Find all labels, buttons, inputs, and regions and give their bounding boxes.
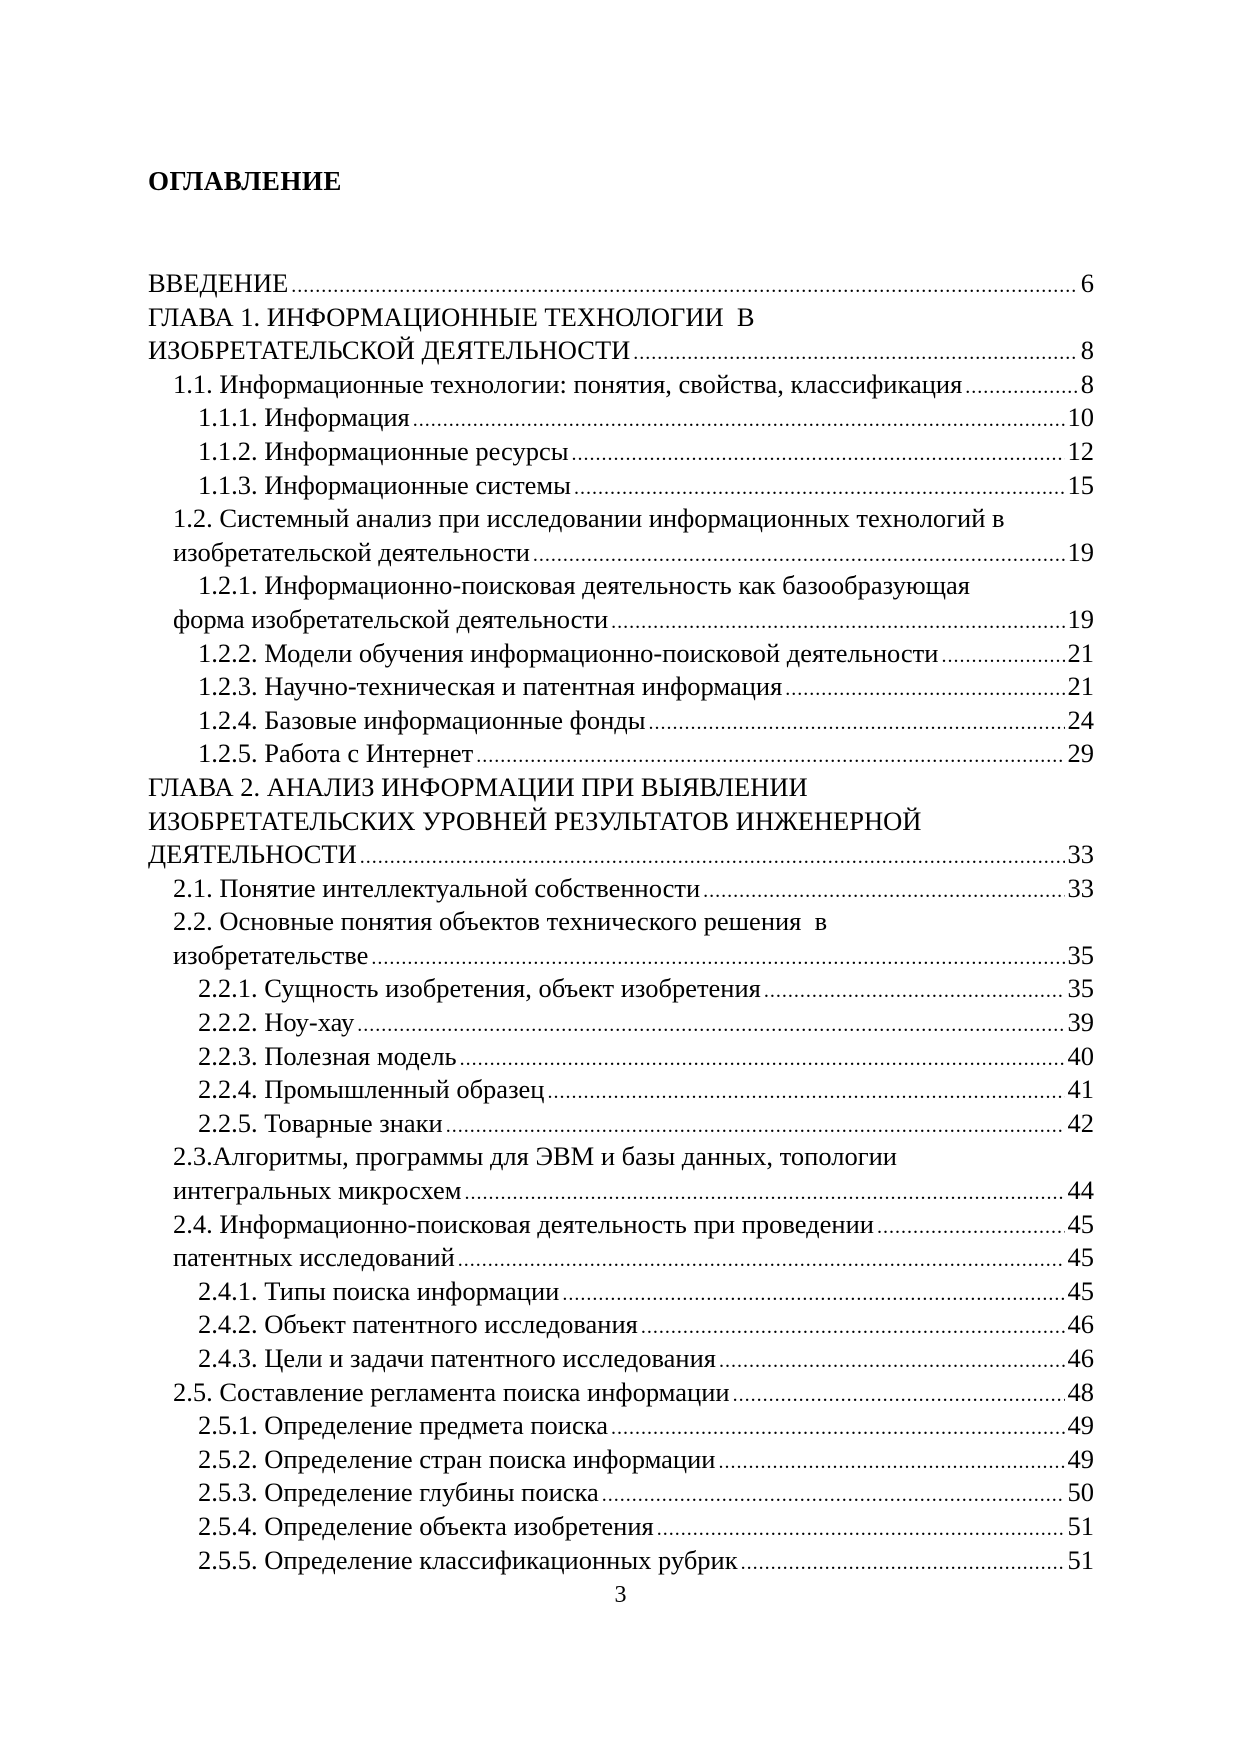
dot-leader [649,707,1065,741]
table-of-contents [148,267,1094,1577]
toc-entry-page: 45 [1067,1208,1094,1239]
toc-entry-title: 2.2.3. Полезная модель [198,1040,457,1071]
toc-entry[interactable] [148,1443,1094,1477]
toc-entry-page: 40 [1067,1040,1094,1071]
toc-entry-title: 2.5.5. Определение классификационных рубрик [198,1544,738,1575]
dot-leader [764,975,1065,1009]
dot-leader [574,472,1065,506]
page-number: 3 [614,1582,627,1608]
dot-leader [703,875,1064,909]
toc-entry[interactable] [148,1006,1094,1040]
toc-entry-title: 1.1.3. Информационные системы [198,469,571,500]
toc-entry-title: 1.2.1. Информационно-поисковая деятельность как базообразующая [198,570,970,601]
toc-entry[interactable] [148,771,1094,805]
toc-entry-page: 21 [1067,671,1094,702]
dot-leader [562,1278,1064,1312]
toc-entry[interactable] [148,603,1094,637]
toc-entry-title: 1.1. Информационные технологии: понятия, свойства, классификация [173,368,963,399]
dot-leader [877,1211,1065,1245]
toc-entry-title: патентных исследований [173,1242,455,1273]
toc-entry-title: ГЛАВА 1. ИНФОРМАЦИОННЫЕ ТЕХНОЛОГИИ В [148,301,755,332]
toc-entry-page: 10 [1067,402,1094,433]
toc-entry-title: изобретательской деятельности [173,536,530,567]
dot-leader [657,1513,1065,1547]
toc-entry-title: 2.2.5. Товарные знаки [198,1107,443,1138]
toc-entry[interactable] [148,1174,1094,1208]
toc-entry-title: форма изобретательской деятельности [173,603,609,634]
dot-leader [291,270,1077,304]
toc-entry[interactable] [148,1040,1094,1074]
dot-leader [476,740,1064,774]
toc-entry[interactable] [148,805,1094,839]
toc-entry[interactable] [148,368,1094,402]
toc-entry-title: ГЛАВА 2. АНАЛИЗ ИНФОРМАЦИИ ПРИ ВЫЯВЛЕНИИ [148,771,808,802]
dot-leader [733,1379,1065,1413]
toc-entry-page: 46 [1067,1309,1094,1340]
toc-entry-page: 19 [1067,536,1094,567]
dot-leader [602,1479,1065,1513]
toc-entry-title: ИЗОБРЕТАТЕЛЬСКОЙ ДЕЯТЕЛЬНОСТИ [148,335,631,366]
dot-leader [785,673,1064,707]
toc-entry-page: 35 [1067,973,1094,1004]
toc-entry[interactable] [148,1409,1094,1443]
dot-leader [965,371,1077,405]
toc-entry[interactable] [148,1208,1094,1242]
toc-entry-title: 1.2.3. Научно-техническая и патентная информация [198,671,783,702]
toc-entry-page: 51 [1067,1544,1094,1575]
dot-leader [533,539,1065,573]
dot-leader [741,1547,1065,1581]
toc-entry[interactable] [148,905,1094,939]
toc-entry-title: 1.2.4. Базовые информационные фонды [198,704,646,735]
toc-entry-page: 29 [1067,738,1094,769]
toc-entry[interactable] [148,670,1094,704]
toc-entry-page: 50 [1067,1477,1094,1508]
toc-entry[interactable] [148,838,1094,872]
toc-entry-title: ИЗОБРЕТАТЕЛЬСКИХ УРОВНЕЙ РЕЗУЛЬТАТОВ ИНЖЕНЕРНОЙ [148,805,922,836]
dot-leader [458,1244,1065,1278]
toc-entry[interactable] [148,301,1094,335]
toc-entry-title: 1.1.1. Информация [198,402,410,433]
toc-entry[interactable] [148,972,1094,1006]
toc-entry-page: 44 [1067,1175,1094,1206]
toc-entry-page: 33 [1067,872,1094,903]
dot-leader [611,606,1064,640]
toc-entry-page: 45 [1067,1275,1094,1306]
toc-entry[interactable] [148,1107,1094,1141]
toc-entry[interactable] [148,1376,1094,1410]
toc-entry-title: 1.2.5. Работа с Интернет [198,738,474,769]
toc-entry-page: 24 [1067,704,1094,735]
toc-entry[interactable] [148,536,1094,570]
dot-leader [641,1311,1065,1345]
dot-leader [360,841,1065,875]
dot-leader [460,1043,1065,1077]
toc-entry-title: 2.5.3. Определение глубины поиска [198,1477,599,1508]
toc-entry[interactable] [148,267,1094,301]
toc-entry-title: 2.2.1. Сущность изобретения, объект изобретения [198,973,761,1004]
toc-entry[interactable] [148,1241,1094,1275]
toc-entry-title: 2.4.2. Объект патентного исследования [198,1309,638,1340]
dot-leader [718,1446,1064,1480]
toc-entry-title: изобретательстве [173,939,369,970]
toc-entry-page: 12 [1067,435,1094,466]
toc-entry-page: 15 [1067,469,1094,500]
dot-leader [719,1345,1065,1379]
dot-leader [633,337,1077,371]
toc-entry[interactable] [148,1308,1094,1342]
toc-entry[interactable] [148,435,1094,469]
toc-entry-title: 1.2.2. Модели обучения информационно-поисковой деятельности [198,637,939,668]
toc-entry-title: 1.1.2. Информационные ресурсы [198,435,569,466]
toc-entry[interactable] [148,469,1094,503]
toc-entry-title: интегральных микросхем [173,1175,462,1206]
toc-entry-page: 21 [1067,637,1094,668]
toc-entry[interactable] [148,1544,1094,1578]
toc-entry-title: ВВЕДЕНИЕ [148,268,289,298]
dot-leader [446,1110,1065,1144]
toc-entry-title: 2.5.1. Определение предмета поиска [198,1410,608,1441]
toc-entry-page: 49 [1067,1443,1094,1474]
toc-entry-page: 42 [1067,1107,1094,1138]
toc-entry[interactable] [148,1073,1094,1107]
page-title: ОГЛАВЛЕНИЕ [148,166,342,196]
toc-entry[interactable] [148,704,1094,738]
toc-entry-page: 8 [1080,368,1094,399]
toc-entry[interactable] [148,569,1094,603]
toc-entry-page: 45 [1067,1242,1094,1273]
toc-entry-page: 35 [1067,939,1094,970]
toc-entry-page: 41 [1067,1074,1094,1105]
dot-leader [611,1412,1065,1446]
toc-entry[interactable] [148,1275,1094,1309]
toc-entry[interactable] [148,872,1094,906]
toc-entry-title: 2.2.4. Промышленный образец [198,1074,545,1105]
toc-entry-page: 8 [1080,335,1094,366]
toc-entry[interactable] [148,1140,1094,1174]
toc-entry-page: 33 [1067,839,1094,870]
toc-entry-page: 6 [1080,268,1094,298]
toc-entry-title: 2.5.4. Определение объекта изобретения [198,1510,654,1541]
toc-entry-title: 2.5.2. Определение стран поиска информации [198,1443,716,1474]
toc-entry-title: 2.4.1. Типы поиска информации [198,1275,560,1306]
dot-leader [465,1177,1065,1211]
toc-entry-page: 46 [1067,1343,1094,1373]
toc-entry-page: 49 [1067,1410,1094,1441]
toc-entry[interactable] [148,737,1094,771]
toc-entry[interactable] [148,334,1094,368]
toc-entry[interactable] [148,502,1094,536]
toc-entry-title: 2.1. Понятие интеллектуальной собственности [173,872,701,903]
toc-entry-title: 2.4. Информационно-поисковая деятельность при проведении [173,1208,874,1239]
toc-entry-title: 2.2.2. Ноу-хау [198,1007,355,1038]
toc-entry-title: 2.2. Основные понятия объектов технического решения в [173,906,828,937]
toc-entry-page: 39 [1067,1007,1094,1038]
toc-entry[interactable] [148,1342,1094,1376]
toc-entry[interactable] [148,1510,1094,1544]
toc-entry-title: 2.5. Составление регламента поиска информации [173,1376,730,1407]
toc-entry-title: 1.2. Системный анализ при исследовании информационных технологий в [173,503,1005,534]
toc-entry[interactable] [148,637,1094,671]
toc-entry-page: 19 [1067,603,1094,634]
dot-leader [572,438,1065,472]
dot-leader [547,1076,1064,1110]
toc-entry[interactable] [148,401,1094,435]
dot-leader [413,404,1065,438]
toc-entry-page: 48 [1067,1376,1094,1407]
toc-entry-title: 2.4.3. Цели и задачи патентного исследования [198,1343,716,1373]
toc-entry-title: 2.3.Алгоритмы, программы для ЭВМ и базы данных, топологии [173,1141,897,1172]
toc-entry-title: ДЕЯТЕЛЬНОСТИ [148,839,357,870]
dot-leader [371,942,1064,976]
dot-leader [941,640,1064,674]
dot-leader [357,1009,1064,1043]
toc-entry[interactable] [148,1476,1094,1510]
toc-entry-page: 51 [1067,1510,1094,1541]
toc-entry[interactable] [148,939,1094,973]
